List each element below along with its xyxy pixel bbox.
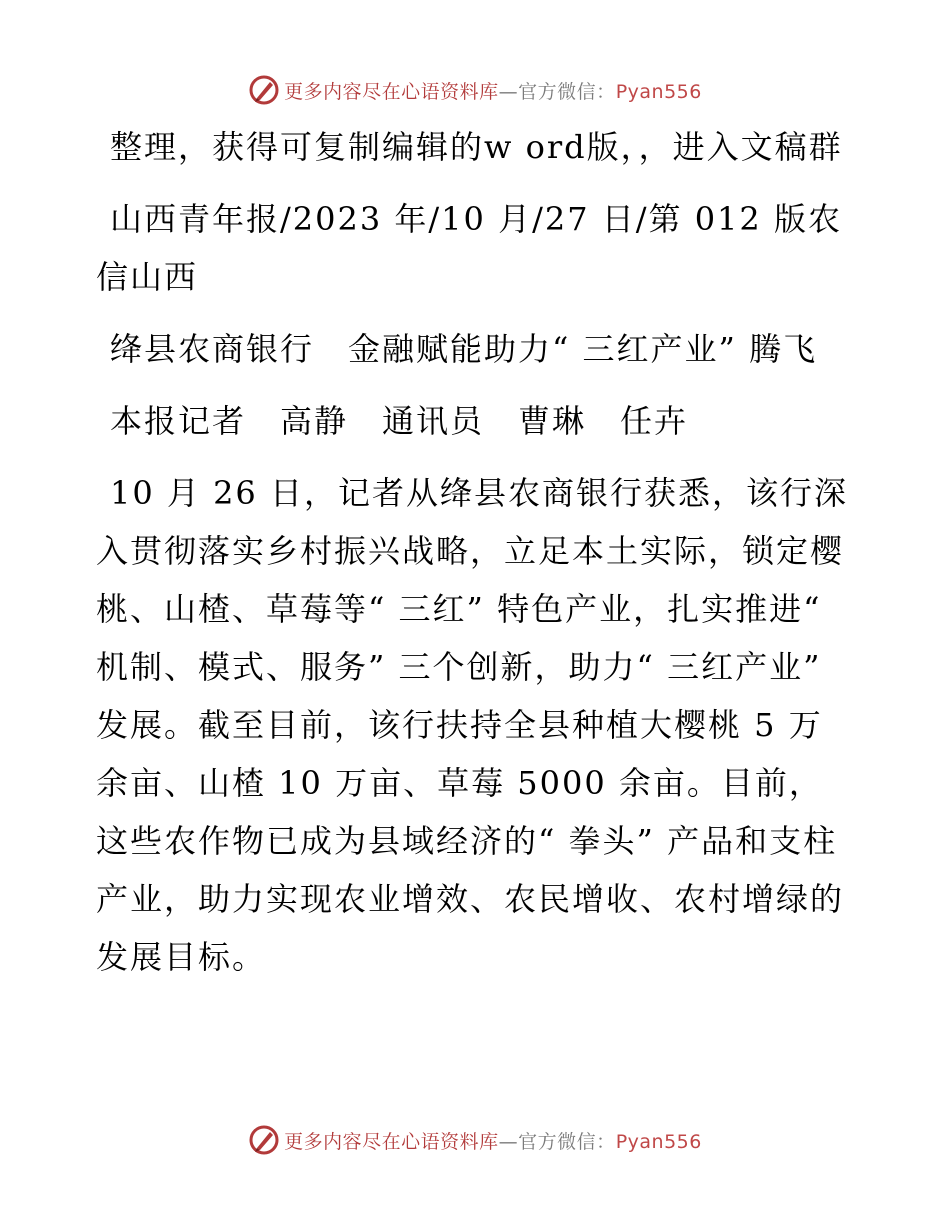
pen-logo-icon bbox=[248, 74, 280, 106]
pen-logo-icon bbox=[248, 1124, 280, 1156]
banner-site-text: 更多内容尽在心语资料库 bbox=[284, 80, 499, 103]
banner-text bbox=[284, 77, 702, 104]
document-body bbox=[96, 118, 856, 1000]
paragraph-intro: 整理，获得可复制编辑的w ord版，，进入文稿群 bbox=[110, 128, 843, 166]
paragraph-source: 山西青年报/2023 年/10 月/27 日/第 012 版农信山西 bbox=[96, 200, 842, 296]
banner-text bbox=[284, 1127, 702, 1154]
banner-account: Pyan556 bbox=[615, 80, 702, 103]
article-byline: 本报记者 高静 通讯员 曹琳 任卉 bbox=[110, 402, 689, 440]
header-banner bbox=[0, 70, 950, 110]
banner-label: 官方微信： bbox=[518, 1130, 616, 1153]
footer-banner bbox=[0, 1120, 950, 1160]
banner-separator: — bbox=[498, 80, 519, 103]
banner-site-text: 更多内容尽在心语资料库 bbox=[284, 1130, 499, 1153]
banner-label: 官方微信： bbox=[518, 80, 616, 103]
banner-account: Pyan556 bbox=[615, 1130, 702, 1153]
article-body: 10 月 26 日，记者从绛县农商银行获悉，该行深入贯彻落实乡村振兴战略，立足本土实际，锁定樱桃、山楂、草莓等“ 三红” 特色产业，扎实推进“ 机制、模式、服务” 三个创新，助力“ 三红产业” 发展。截至目前，该行扶持全县种植大樱桃 5 万余亩、山楂 10 万亩、草莓 5000 余亩。目前，这些农作物已成为县域经济的“ 拳头” 产品和支柱产业，助力实现农业增效、农民增收、农村增绿的发展目标。 bbox=[96, 474, 848, 976]
article-headline: 绛县农商银行 金融赋能助力“ 三红产业” 腾飞 bbox=[110, 330, 818, 368]
banner-separator: — bbox=[498, 1130, 519, 1153]
